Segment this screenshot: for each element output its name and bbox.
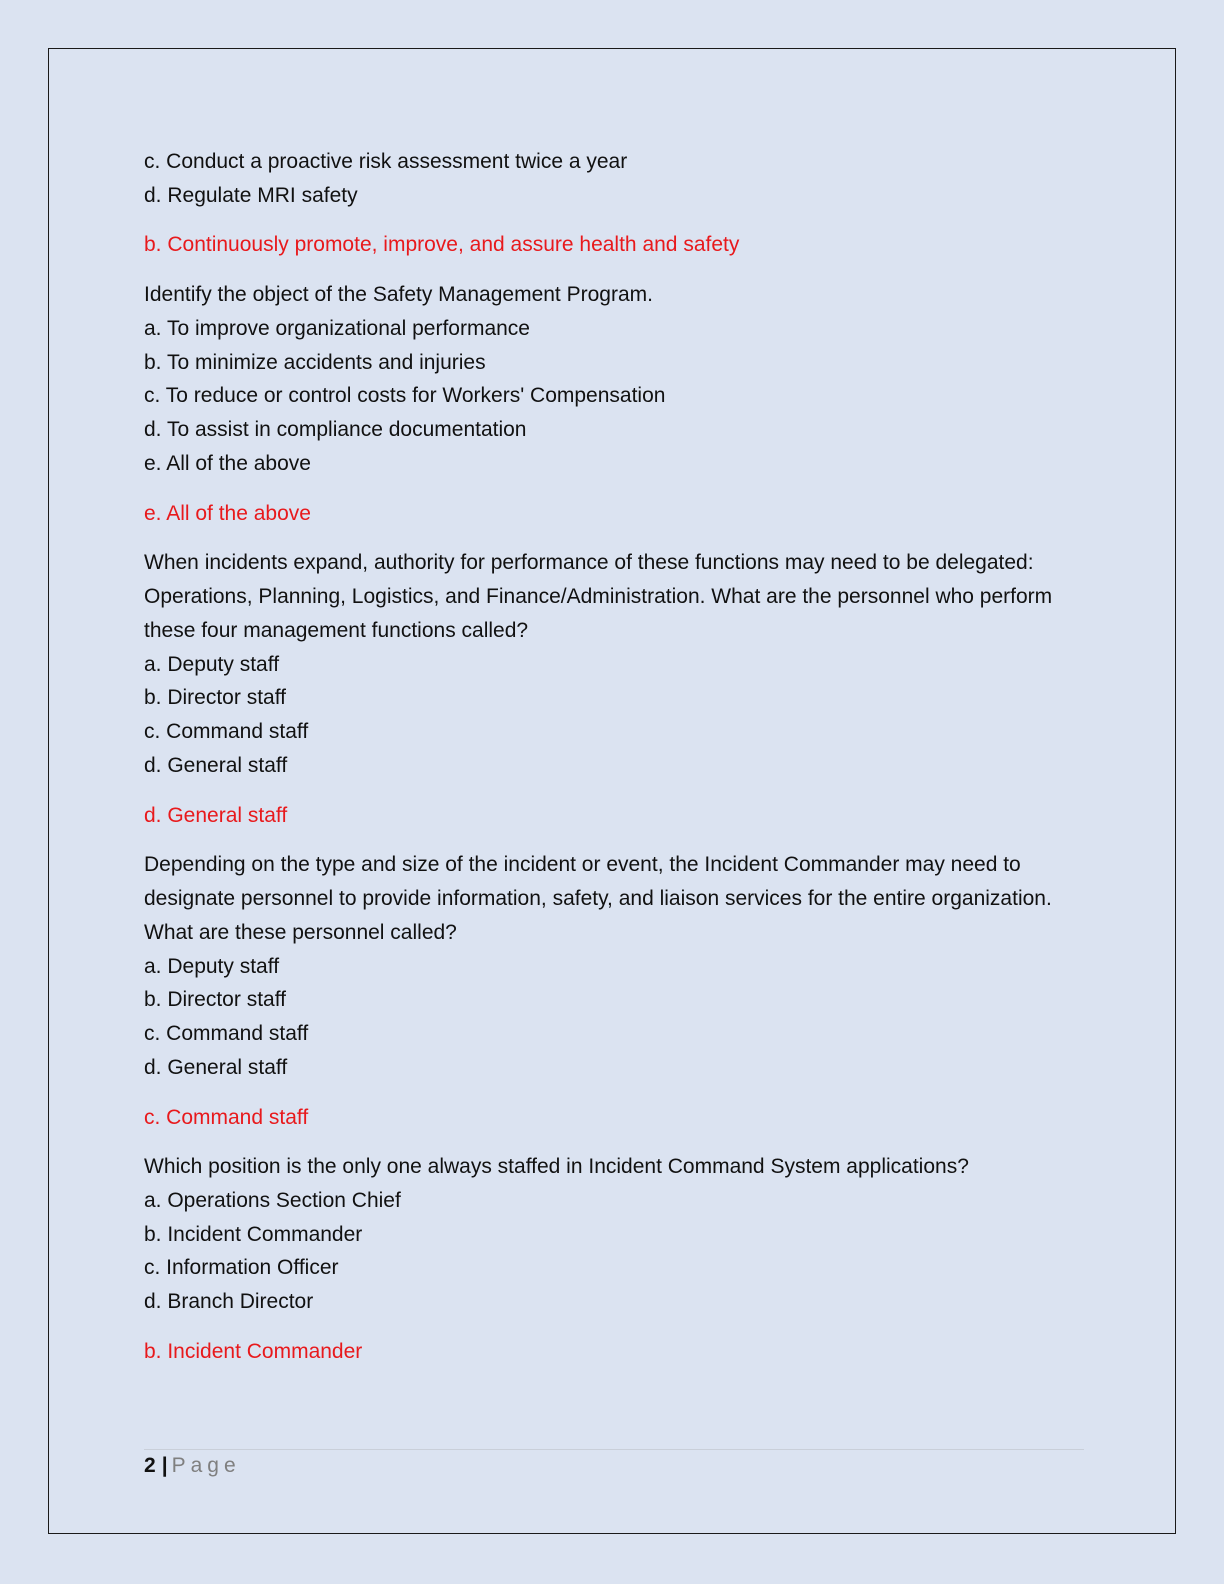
page-label: Page <box>171 1454 241 1477</box>
answer-line: c. Command staff <box>144 1105 309 1129</box>
top-options-block <box>144 145 1084 213</box>
answer-line: e. All of the above <box>144 501 311 525</box>
option-line: a. To improve organizational performance <box>144 316 530 340</box>
option-line: e. All of the above <box>144 451 311 475</box>
option-line: c. To reduce or control costs for Workers' Compensation <box>144 384 666 408</box>
option-line: a. Deputy staff <box>144 954 280 978</box>
option-line: b. To minimize accidents and injuries <box>144 350 486 374</box>
page-number: 2 <box>144 1454 156 1477</box>
question-text: Identify the object of the Safety Management Program. <box>144 282 653 306</box>
option-line: b. Director staff <box>144 686 286 710</box>
question-block <box>144 278 1084 481</box>
option-line: c. Command staff <box>144 720 309 744</box>
option-line: a. Deputy staff <box>144 652 280 676</box>
question-text: Depending on the type and size of the incident or event, the Incident Commander may need to designate personnel to provide information, safety, and liaison services for the entire organization. What are these personnel called? <box>144 853 1052 944</box>
option-line: a. Operations Section Chief <box>144 1188 401 1212</box>
question-text: Which position is the only one always staffed in Incident Command System applications? <box>144 1155 969 1179</box>
question-block <box>144 848 1084 1085</box>
option-line: d. To assist in compliance documentation <box>144 418 527 442</box>
page-footer <box>144 1452 241 1480</box>
option-line: d. Branch Director <box>144 1290 314 1314</box>
option-line: c. Command staff <box>144 1022 309 1046</box>
question-text: When incidents expand, authority for performance of these functions may need to be delegated: Operations, Planning, Logistics, and Finance/Administration. What are the personnel who perform these four management functions called? <box>144 551 1053 642</box>
option-line: c. Conduct a proactive risk assessment twice a year <box>144 150 628 173</box>
question-block <box>144 546 1084 783</box>
option-line: b. Director staff <box>144 988 286 1012</box>
option-line: b. Incident Commander <box>144 1222 363 1246</box>
footer-divider <box>144 1449 1084 1450</box>
option-line: d. General staff <box>144 1055 288 1079</box>
document-body <box>144 145 1084 1384</box>
answer-line: b. Continuously promote, improve, and assure health and safety <box>144 233 740 257</box>
footer-separator: | <box>161 1454 168 1477</box>
option-line: c. Information Officer <box>144 1256 339 1280</box>
option-line: d. General staff <box>144 753 288 777</box>
option-line: d. Regulate MRI safety <box>144 183 358 207</box>
answer-line: b. Incident Commander <box>144 1339 363 1363</box>
answer-line: d. General staff <box>144 803 288 827</box>
question-block <box>144 1150 1084 1319</box>
